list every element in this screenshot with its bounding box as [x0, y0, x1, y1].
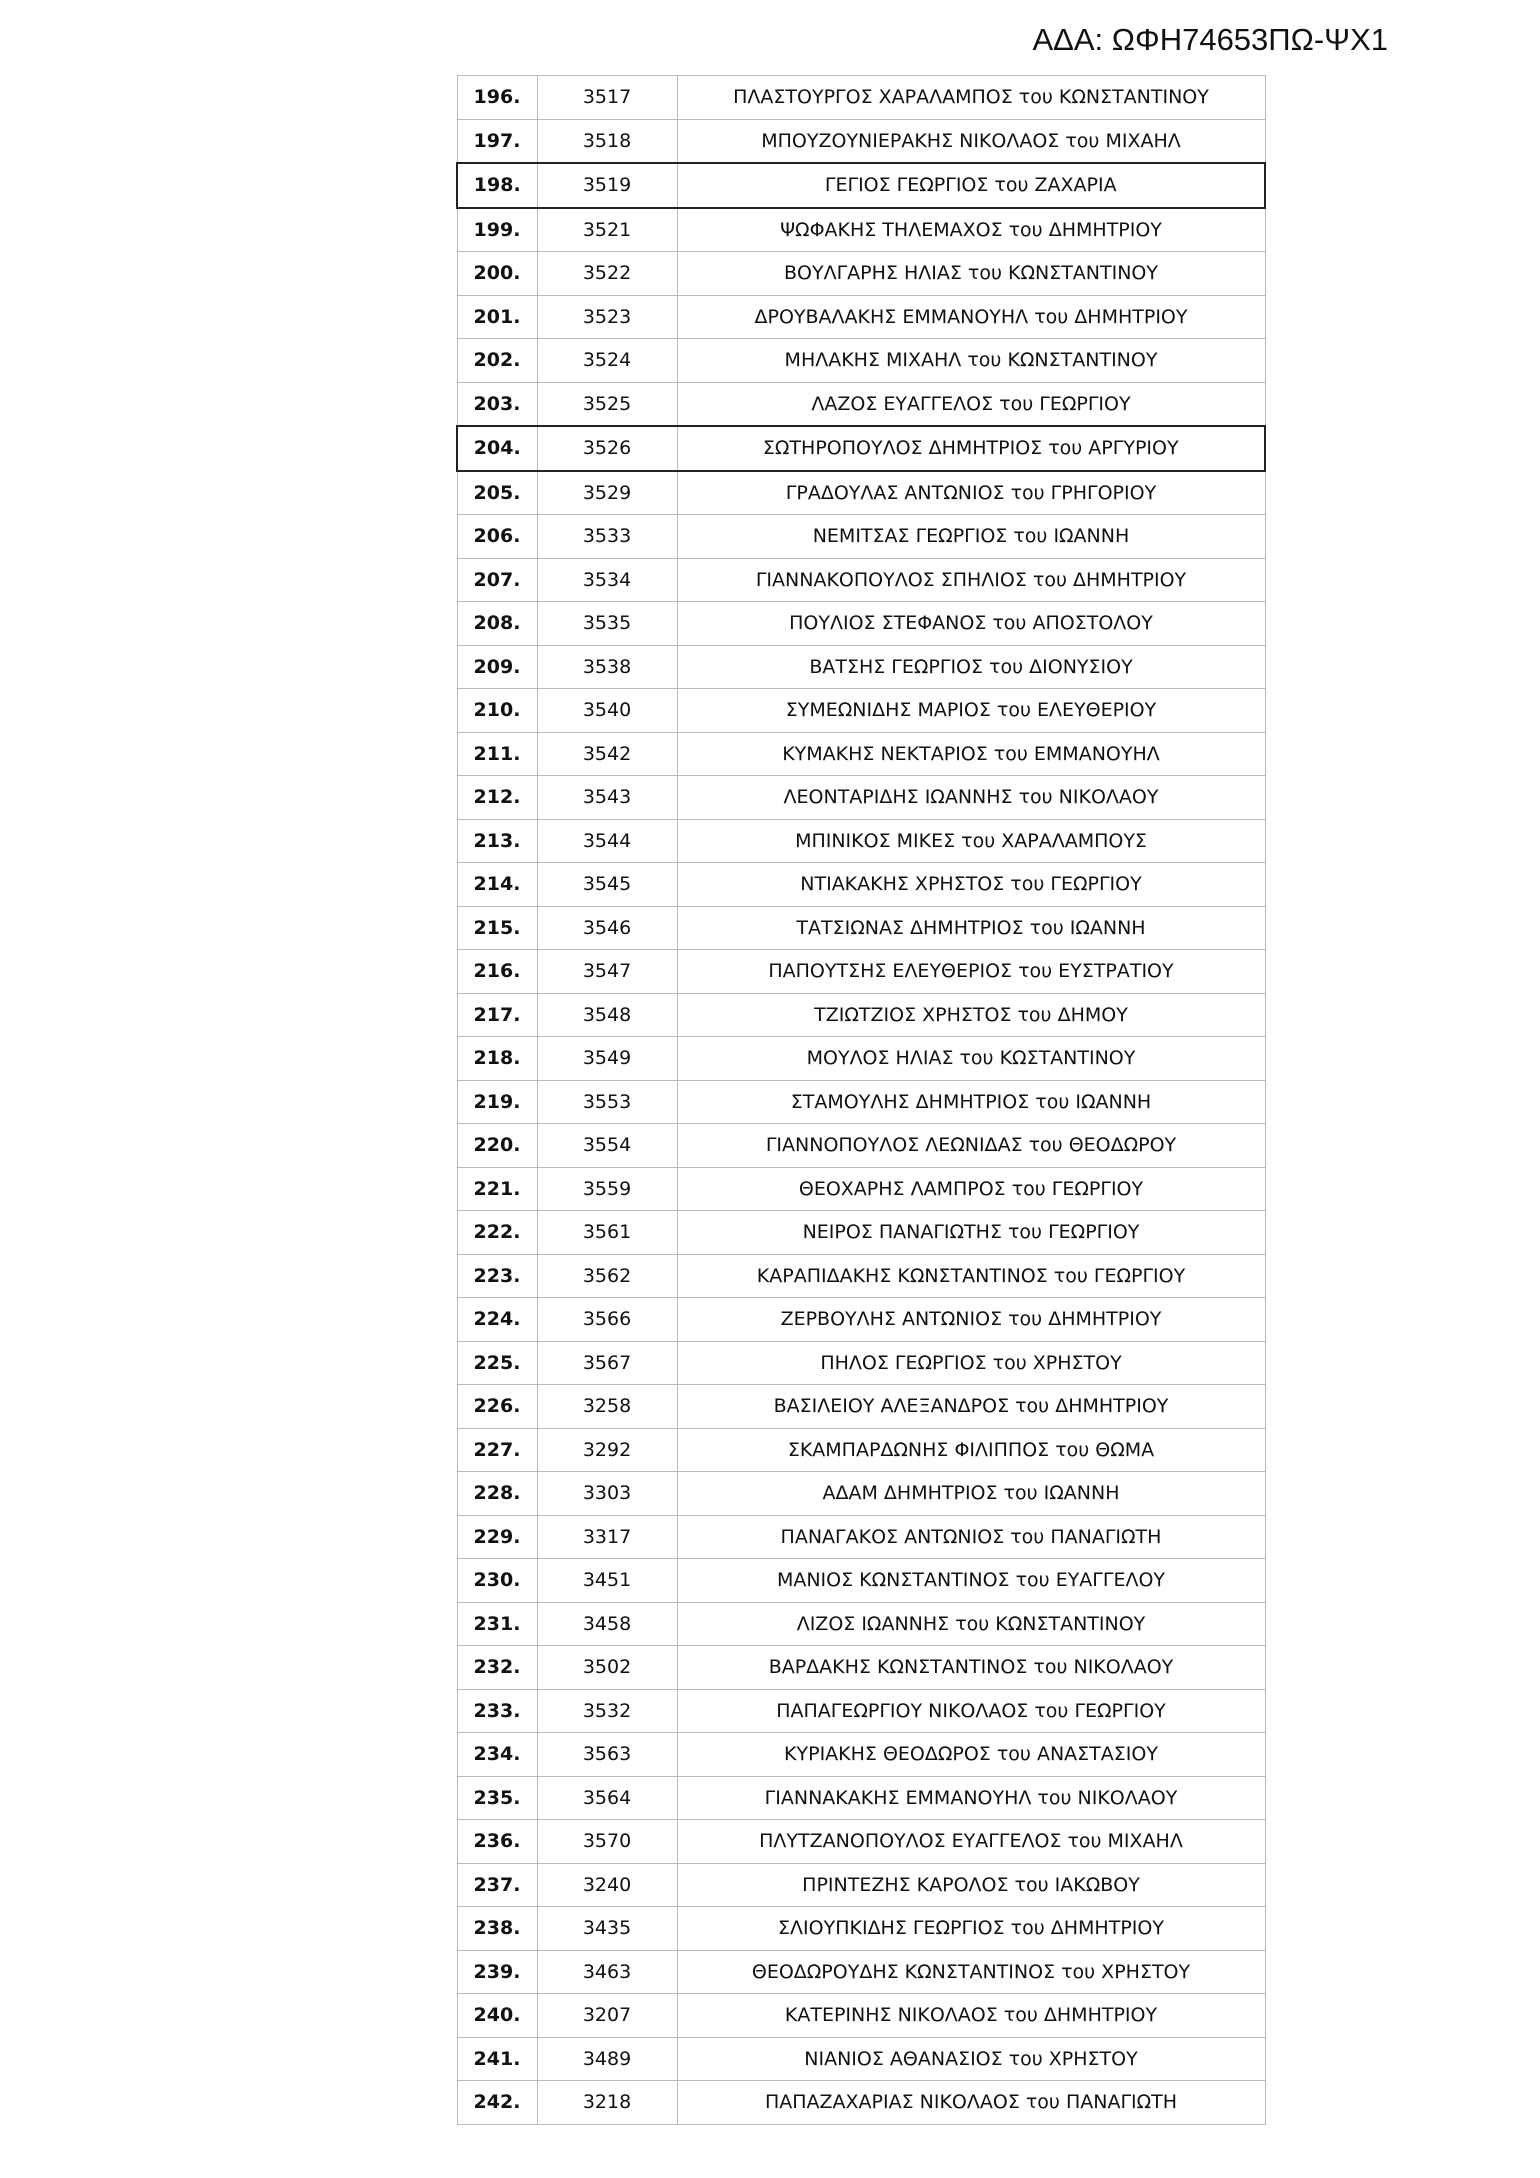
person-name: ΝΕΙΡΟΣ ΠΑΝΑΓΙΩΤΗΣ του ΓΕΩΡΓΙΟΥ	[677, 1211, 1265, 1255]
registry-code: 3303	[537, 1472, 677, 1516]
row-number: 209.	[457, 645, 537, 689]
person-name: ΣΤΑΜΟΥΛΗΣ ΔΗΜΗΤΡΙΟΣ του ΙΩΑΝΝΗ	[677, 1080, 1265, 1124]
row-number: 233.	[457, 1689, 537, 1733]
row-number: 201.	[457, 295, 537, 339]
registry-code: 3532	[537, 1689, 677, 1733]
table-row	[457, 689, 1265, 733]
person-name: ΠΟΥΛΙΟΣ ΣΤΕΦΑΝΟΣ του ΑΠΟΣΤΟΛΟΥ	[677, 602, 1265, 646]
person-name: ΑΔΑΜ ΔΗΜΗΤΡΙΟΣ του ΙΩΑΝΝΗ	[677, 1472, 1265, 1516]
person-name: ΚΑΡΑΠΙΔΑΚΗΣ ΚΩΝΣΤΑΝΤΙΝΟΣ του ΓΕΩΡΓΙΟΥ	[677, 1254, 1265, 1298]
registry-code: 3529	[537, 471, 677, 515]
person-name: ΓΡΑΔΟΥΛΑΣ ΑΝΤΩΝΙΟΣ του ΓΡΗΓΟΡΙΟΥ	[677, 471, 1265, 515]
person-name: ΝΙΑΝΙΟΣ ΑΘΑΝΑΣΙΟΣ του ΧΡΗΣΤΟΥ	[677, 2037, 1265, 2081]
row-number: 199.	[457, 208, 537, 252]
registry-code: 3547	[537, 950, 677, 994]
table-row	[457, 119, 1265, 163]
table-row	[457, 558, 1265, 602]
person-name: ΣΛΙΟΥΠΚΙΔΗΣ ΓΕΩΡΓΙΟΣ του ΔΗΜΗΤΡΙΟΥ	[677, 1907, 1265, 1951]
row-number: 213.	[457, 819, 537, 863]
table-row	[457, 252, 1265, 296]
person-name: ΠΗΛΟΣ ΓΕΩΡΓΙΟΣ του ΧΡΗΣΤΟΥ	[677, 1341, 1265, 1385]
person-name: ΜΑΝΙΟΣ ΚΩΝΣΤΑΝΤΙΝΟΣ του ΕΥΑΓΓΕΛΟΥ	[677, 1559, 1265, 1603]
registry-code: 3317	[537, 1515, 677, 1559]
row-number: 210.	[457, 689, 537, 733]
document-code: ΑΔΑ: ΩΦΗ74653ΠΩ-ΨΧ1	[1032, 22, 1388, 57]
person-name: ΔΡΟΥΒΑΛΑΚΗΣ ΕΜΜΑΝΟΥΗΛ του ΔΗΜΗΤΡΙΟΥ	[677, 295, 1265, 339]
person-name: ΚΥΡΙΑΚΗΣ ΘΕΟΔΩΡΟΣ του ΑΝΑΣΤΑΣΙΟΥ	[677, 1733, 1265, 1777]
table-row	[457, 863, 1265, 907]
table-row	[457, 1254, 1265, 1298]
registry-code: 3540	[537, 689, 677, 733]
row-number: 198.	[457, 163, 537, 208]
registry-code: 3549	[537, 1037, 677, 1081]
roster-table	[456, 75, 1266, 2125]
person-name: ΓΙΑΝΝΑΚΑΚΗΣ ΕΜΜΑΝΟΥΗΛ του ΝΙΚΟΛΑΟΥ	[677, 1776, 1265, 1820]
registry-code: 3522	[537, 252, 677, 296]
row-number: 216.	[457, 950, 537, 994]
registry-code: 3517	[537, 76, 677, 120]
registry-code: 3548	[537, 993, 677, 1037]
person-name: ΤΖΙΩΤΖΙΟΣ ΧΡΗΣΤΟΣ του ΔΗΜΟΥ	[677, 993, 1265, 1037]
table-row	[457, 1211, 1265, 1255]
table-row	[457, 1341, 1265, 1385]
row-number: 235.	[457, 1776, 537, 1820]
registry-code: 3519	[537, 163, 677, 208]
table-row	[457, 993, 1265, 1037]
person-name: ΘΕΟΧΑΡΗΣ ΛΑΜΠΡΟΣ του ΓΕΩΡΓΙΟΥ	[677, 1167, 1265, 1211]
registry-code: 3207	[537, 1994, 677, 2038]
row-number: 237.	[457, 1863, 537, 1907]
row-number: 208.	[457, 602, 537, 646]
row-number: 223.	[457, 1254, 537, 1298]
row-number: 239.	[457, 1950, 537, 1994]
registry-code: 3451	[537, 1559, 677, 1603]
row-number: 204.	[457, 426, 537, 471]
registry-code: 3489	[537, 2037, 677, 2081]
person-name: ΤΑΤΣΙΩΝΑΣ ΔΗΜΗΤΡΙΟΣ του ΙΩΑΝΝΗ	[677, 906, 1265, 950]
person-name: ΖΕΡΒΟΥΛΗΣ ΑΝΤΩΝΙΟΣ του ΔΗΜΗΤΡΙΟΥ	[677, 1298, 1265, 1342]
table-row	[457, 1559, 1265, 1603]
registry-code: 3562	[537, 1254, 677, 1298]
person-name: ΛΑΖΟΣ ΕΥΑΓΓΕΛΟΣ του ΓΕΩΡΓΙΟΥ	[677, 382, 1265, 426]
person-name: ΜΠΟΥΖΟΥΝΙΕΡΑΚΗΣ ΝΙΚΟΛΑΟΣ του ΜΙΧΑΗΛ	[677, 119, 1265, 163]
row-number: 221.	[457, 1167, 537, 1211]
registry-code: 3526	[537, 426, 677, 471]
table-row	[457, 645, 1265, 689]
table-row	[457, 1776, 1265, 1820]
row-number: 196.	[457, 76, 537, 120]
table-row	[457, 732, 1265, 776]
row-number: 238.	[457, 1907, 537, 1951]
row-number: 227.	[457, 1428, 537, 1472]
table-row	[457, 950, 1265, 994]
row-number: 229.	[457, 1515, 537, 1559]
person-name: ΓΕΓΙΟΣ ΓΕΩΡΓΙΟΣ του ΖΑΧΑΡΙΑ	[677, 163, 1265, 208]
row-number: 231.	[457, 1602, 537, 1646]
row-number: 242.	[457, 2081, 537, 2125]
registry-code: 3533	[537, 515, 677, 559]
table-row	[457, 602, 1265, 646]
table-row	[457, 515, 1265, 559]
table-row	[457, 1646, 1265, 1690]
row-number: 236.	[457, 1820, 537, 1864]
row-number: 214.	[457, 863, 537, 907]
registry-code: 3524	[537, 339, 677, 383]
table-row	[457, 2081, 1265, 2125]
person-name: ΠΛΥΤΖΑΝΟΠΟΥΛΟΣ ΕΥΑΓΓΕΛΟΣ του ΜΙΧΑΗΛ	[677, 1820, 1265, 1864]
person-name: ΠΑΝΑΓΑΚΟΣ ΑΝΤΩΝΙΟΣ του ΠΑΝΑΓΙΩΤΗ	[677, 1515, 1265, 1559]
table-row	[457, 906, 1265, 950]
table-row	[457, 295, 1265, 339]
person-name: ΜΟΥΛΟΣ ΗΛΙΑΣ του ΚΩΣΤΑΝΤΙΝΟΥ	[677, 1037, 1265, 1081]
registry-code: 3218	[537, 2081, 677, 2125]
table-row	[457, 1124, 1265, 1168]
row-number: 200.	[457, 252, 537, 296]
registry-code: 3564	[537, 1776, 677, 1820]
table-row	[457, 1385, 1265, 1429]
registry-code: 3258	[537, 1385, 677, 1429]
row-number: 219.	[457, 1080, 537, 1124]
person-name: ΒΑΣΙΛΕΙΟΥ ΑΛΕΞΑΝΔΡΟΣ του ΔΗΜΗΤΡΙΟΥ	[677, 1385, 1265, 1429]
registry-code: 3566	[537, 1298, 677, 1342]
row-number: 220.	[457, 1124, 537, 1168]
table-row	[457, 1733, 1265, 1777]
registry-code: 3525	[537, 382, 677, 426]
table-row	[457, 1428, 1265, 1472]
registry-code: 3523	[537, 295, 677, 339]
registry-code: 3553	[537, 1080, 677, 1124]
table-row	[457, 1907, 1265, 1951]
person-name: ΝΕΜΙΤΣΑΣ ΓΕΩΡΓΙΟΣ του ΙΩΑΝΝΗ	[677, 515, 1265, 559]
row-number: 202.	[457, 339, 537, 383]
table-row	[457, 1298, 1265, 1342]
row-number: 207.	[457, 558, 537, 602]
registry-code: 3458	[537, 1602, 677, 1646]
row-number: 224.	[457, 1298, 537, 1342]
person-name: ΜΗΛΑΚΗΣ ΜΙΧΑΗΛ του ΚΩΝΣΤΑΝΤΙΝΟΥ	[677, 339, 1265, 383]
registry-code: 3502	[537, 1646, 677, 1690]
row-number: 240.	[457, 1994, 537, 2038]
person-name: ΠΛΑΣΤΟΥΡΓΟΣ ΧΑΡΑΛΑΜΠΟΣ του ΚΩΝΣΤΑΝΤΙΝΟΥ	[677, 76, 1265, 120]
table-row	[457, 819, 1265, 863]
registry-code: 3463	[537, 1950, 677, 1994]
person-name: ΛΙΖΟΣ ΙΩΑΝΝΗΣ του ΚΩΝΣΤΑΝΤΙΝΟΥ	[677, 1602, 1265, 1646]
registry-code: 3544	[537, 819, 677, 863]
registry-code: 3240	[537, 1863, 677, 1907]
table-row	[457, 776, 1265, 820]
row-number: 225.	[457, 1341, 537, 1385]
registry-code: 3546	[537, 906, 677, 950]
registry-code: 3435	[537, 1907, 677, 1951]
registry-code: 3521	[537, 208, 677, 252]
registry-code: 3535	[537, 602, 677, 646]
person-name: ΒΟΥΛΓΑΡΗΣ ΗΛΙΑΣ του ΚΩΝΣΤΑΝΤΙΝΟΥ	[677, 252, 1265, 296]
registry-code: 3534	[537, 558, 677, 602]
row-number: 234.	[457, 1733, 537, 1777]
registry-code: 3538	[537, 645, 677, 689]
table-row	[457, 1037, 1265, 1081]
table-row	[457, 382, 1265, 426]
person-name: ΠΑΠΟΥΤΣΗΣ ΕΛΕΥΘΕΡΙΟΣ του ΕΥΣΤΡΑΤΙΟΥ	[677, 950, 1265, 994]
person-name: ΚΥΜΑΚΗΣ ΝΕΚΤΑΡΙΟΣ του ΕΜΜΑΝΟΥΗΛ	[677, 732, 1265, 776]
row-number: 241.	[457, 2037, 537, 2081]
person-name: ΠΑΠΑΖΑΧΑΡΙΑΣ ΝΙΚΟΛΑΟΣ του ΠΑΝΑΓΙΩΤΗ	[677, 2081, 1265, 2125]
person-name: ΠΑΠΑΓΕΩΡΓΙΟΥ ΝΙΚΟΛΑΟΣ του ΓΕΩΡΓΙΟΥ	[677, 1689, 1265, 1733]
table-row	[457, 163, 1265, 208]
row-number: 228.	[457, 1472, 537, 1516]
person-name: ΚΑΤΕΡΙΝΗΣ ΝΙΚΟΛΑΟΣ του ΔΗΜΗΤΡΙΟΥ	[677, 1994, 1265, 2038]
registry-code: 3570	[537, 1820, 677, 1864]
table-row	[457, 1167, 1265, 1211]
row-number: 203.	[457, 382, 537, 426]
row-number: 230.	[457, 1559, 537, 1603]
registry-code: 3561	[537, 1211, 677, 1255]
registry-code: 3563	[537, 1733, 677, 1777]
registry-code: 3292	[537, 1428, 677, 1472]
table-row	[457, 208, 1265, 252]
row-number: 205.	[457, 471, 537, 515]
row-number: 211.	[457, 732, 537, 776]
person-name: ΘΕΟΔΩΡΟΥΔΗΣ ΚΩΝΣΤΑΝΤΙΝΟΣ του ΧΡΗΣΤΟΥ	[677, 1950, 1265, 1994]
registry-code: 3545	[537, 863, 677, 907]
person-name: ΝΤΙΑΚΑΚΗΣ ΧΡΗΣΤΟΣ του ΓΕΩΡΓΙΟΥ	[677, 863, 1265, 907]
row-number: 226.	[457, 1385, 537, 1429]
person-name: ΜΠΙΝΙΚΟΣ ΜΙΚΕΣ του ΧΑΡΑΛΑΜΠΟΥΣ	[677, 819, 1265, 863]
registry-code: 3543	[537, 776, 677, 820]
row-number: 197.	[457, 119, 537, 163]
row-number: 212.	[457, 776, 537, 820]
person-name: ΣΚΑΜΠΑΡΔΩΝΗΣ ΦΙΛΙΠΠΟΣ του ΘΩΜΑ	[677, 1428, 1265, 1472]
person-name: ΒΑΡΔΑΚΗΣ ΚΩΝΣΤΑΝΤΙΝΟΣ του ΝΙΚΟΛΑΟΥ	[677, 1646, 1265, 1690]
person-name: ΓΙΑΝΝΟΠΟΥΛΟΣ ΛΕΩΝΙΔΑΣ του ΘΕΟΔΩΡΟΥ	[677, 1124, 1265, 1168]
person-name: ΨΩΦΑΚΗΣ ΤΗΛΕΜΑΧΟΣ του ΔΗΜΗΤΡΙΟΥ	[677, 208, 1265, 252]
table-row	[457, 1515, 1265, 1559]
row-number: 218.	[457, 1037, 537, 1081]
table-row	[457, 1472, 1265, 1516]
table-row	[457, 339, 1265, 383]
person-name: ΓΙΑΝΝΑΚΟΠΟΥΛΟΣ ΣΠΗΛΙΟΣ του ΔΗΜΗΤΡΙΟΥ	[677, 558, 1265, 602]
table-row	[457, 1820, 1265, 1864]
table-row	[457, 1080, 1265, 1124]
registry-code: 3542	[537, 732, 677, 776]
table-row	[457, 471, 1265, 515]
row-number: 217.	[457, 993, 537, 1037]
registry-code: 3554	[537, 1124, 677, 1168]
roster-body	[457, 76, 1265, 2125]
registry-code: 3567	[537, 1341, 677, 1385]
person-name: ΒΑΤΣΗΣ ΓΕΩΡΓΙΟΣ του ΔΙΟΝΥΣΙΟΥ	[677, 645, 1265, 689]
row-number: 222.	[457, 1211, 537, 1255]
person-name: ΣΩΤΗΡΟΠΟΥΛΟΣ ΔΗΜΗΤΡΙΟΣ του ΑΡΓΥΡΙΟΥ	[677, 426, 1265, 471]
person-name: ΣΥΜΕΩΝΙΔΗΣ ΜΑΡΙΟΣ του ΕΛΕΥΘΕΡΙΟΥ	[677, 689, 1265, 733]
table-row	[457, 1689, 1265, 1733]
table-row	[457, 1950, 1265, 1994]
registry-code: 3559	[537, 1167, 677, 1211]
table-row	[457, 2037, 1265, 2081]
registry-code: 3518	[537, 119, 677, 163]
table-row	[457, 1602, 1265, 1646]
row-number: 206.	[457, 515, 537, 559]
person-name: ΠΡΙΝΤΕΖΗΣ ΚΑΡΟΛΟΣ του ΙΑΚΩΒΟΥ	[677, 1863, 1265, 1907]
row-number: 215.	[457, 906, 537, 950]
table-row	[457, 76, 1265, 120]
table-row	[457, 426, 1265, 471]
row-number: 232.	[457, 1646, 537, 1690]
table-row	[457, 1863, 1265, 1907]
person-name: ΛΕΟΝΤΑΡΙΔΗΣ ΙΩΑΝΝΗΣ του ΝΙΚΟΛΑΟΥ	[677, 776, 1265, 820]
table-row	[457, 1994, 1265, 2038]
